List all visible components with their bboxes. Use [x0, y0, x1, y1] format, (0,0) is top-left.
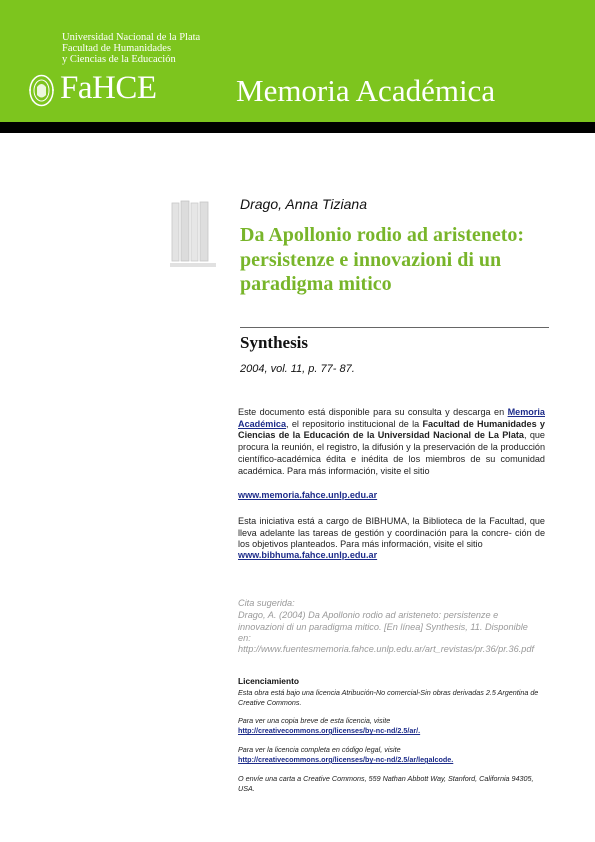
license-copy-link[interactable]: http://creativecommons.org/licenses/by-nc-nd/2.5/ar/.: [238, 726, 421, 735]
faculty-bold-text: Facultad de Humanidades y Ciencias de la Educación de la Universidad Nacional de La Plata: [238, 418, 545, 441]
header-banner: [0, 0, 595, 122]
license-full-link[interactable]: http://creativecommons.org/licenses/by-nc-nd/2.5/ar/legalcode.: [238, 755, 454, 764]
bibhuma-website-link[interactable]: www.bibhuma.fahce.unlp.edu.ar: [238, 550, 378, 560]
license-full-label: Para ver la licencia completa en código legal, visite: [238, 745, 401, 754]
memoria-website-link[interactable]: www.memoria.fahce.unlp.edu.ar: [238, 490, 378, 500]
license-heading: Licenciamiento: [238, 676, 299, 686]
university-seal-icon: [28, 73, 55, 108]
article-title: Da Apollonio rodio ad aristeneto: persistenze e innovazioni di un paradigma mitico: [240, 224, 525, 295]
memoria-academica-link[interactable]: Memoria Académica: [238, 407, 545, 429]
repository-title: Memoria Académica: [236, 73, 496, 108]
license-copy-label: Para ver una copia breve de esta licencia, visite: [238, 716, 391, 725]
library-books-icon: [166, 197, 220, 275]
faculty-name-line1: Facultad de Humanidades: [62, 43, 172, 54]
university-name: Universidad Nacional de la Plata: [62, 32, 201, 43]
description-text: , que procura la reunión, el registro, la difusión y la preservación de la producción científico-académica édita e inédita de los miembros de su comunidad académica. Para más información, visite el sitio: [238, 430, 545, 476]
fahce-logo-text: FaHCE: [60, 70, 157, 106]
description-text: , el repositorio institucional de la: [286, 418, 423, 429]
description-text: Este documento está disponible para su consulta y descarga en: [238, 407, 508, 417]
suggested-citation-label: Cita sugerida:: [238, 598, 295, 608]
faculty-name-line2: y Ciencias de la Educación: [62, 54, 176, 65]
suggested-citation-url[interactable]: http://www.fuentesmemoria.fahce.unlp.edu.ar/art_revistas/pr.36/pr.36.pdf: [238, 644, 535, 654]
header-divider-band: [0, 122, 595, 133]
bibhuma-description: Esta iniciativa está a cargo de BIBHUMA, la Biblioteca de la Facultad, que lleva adelante las tareas de gestión y coordinación para la concre- ción de los objetivos planteados. Para más información, visite el sitio: [238, 516, 545, 550]
license-mail-address: O envíe una carta a Creative Commons, 559 Nathan Abbott Way, Stanford, California 94305, USA.: [238, 774, 534, 793]
article-author: Drago, Anna Tiziana: [240, 196, 367, 212]
journal-name: Synthesis: [240, 333, 309, 352]
repository-description: [238, 407, 545, 477]
title-divider: [240, 327, 549, 328]
suggested-citation-text: Drago, A. (2004) Da Apollonio rodio ad aristeneto: persistenze e innovazioni di un paradigma mitico. [En línea] Synthesis, 11. Disponible en:: [238, 610, 528, 644]
license-text: Esta obra está bajo una licencia Atribución-No comercial-Sin obras derivadas 2.5 Argentina de Creative Commons.: [238, 688, 539, 707]
citation-volume-pages: 2004, vol. 11, p. 77- 87.: [240, 363, 355, 375]
